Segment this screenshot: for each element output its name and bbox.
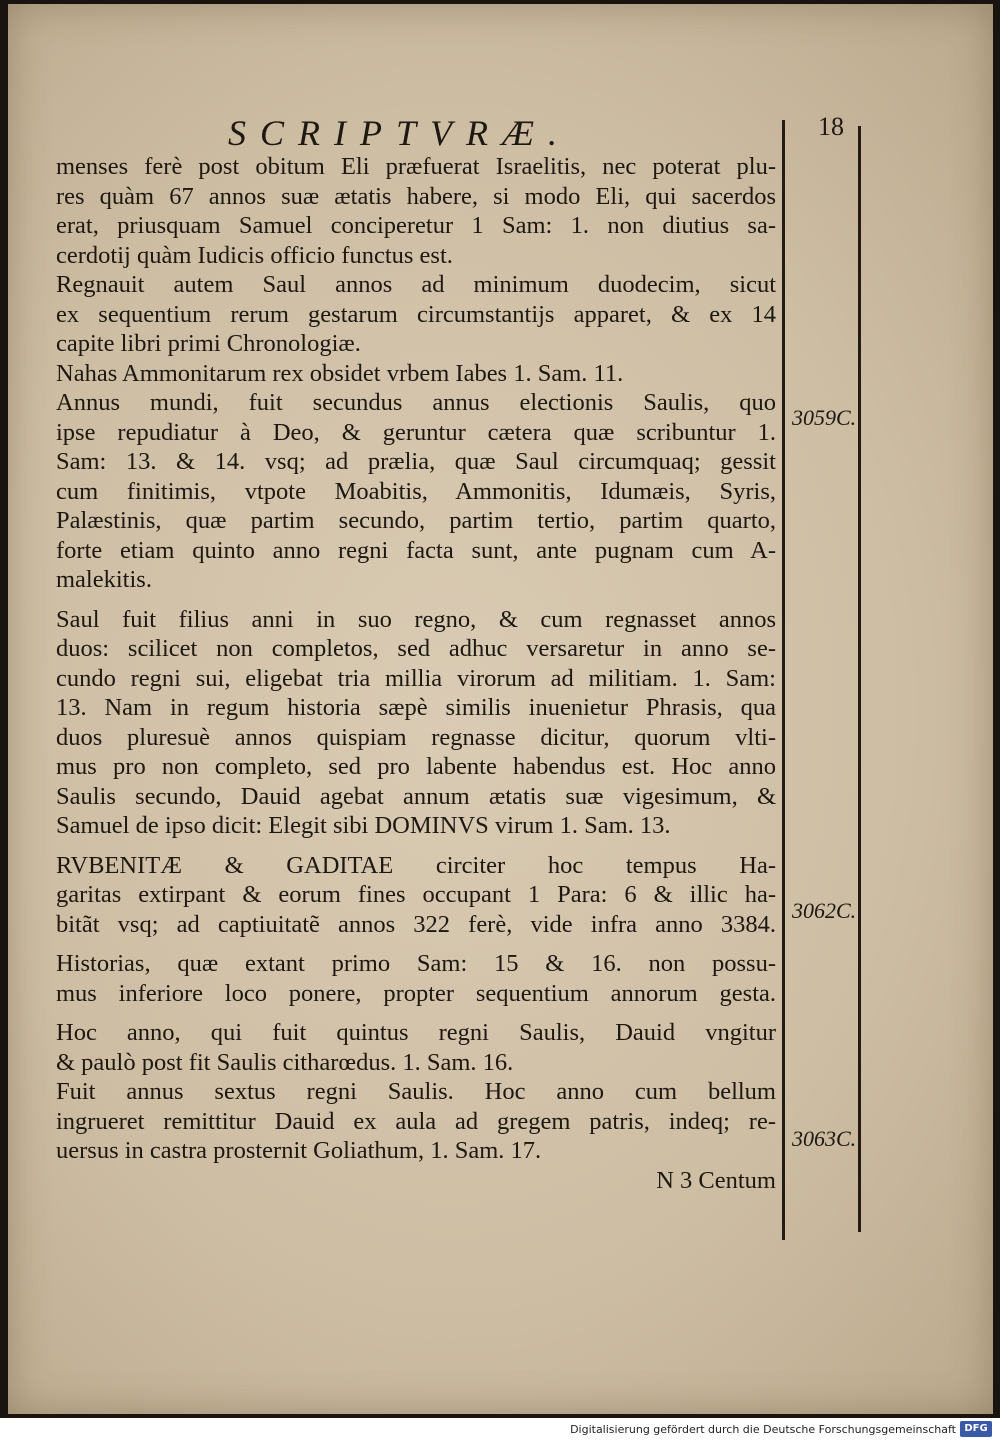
text-line: 13. Nam in regum historia sæpè similis inuenietur Phrasis, qua [56, 694, 776, 721]
text-line: Fuit annus sextus regni Saulis. Hoc anno cum bellum [56, 1078, 776, 1105]
text-line: Regnauit autem Saul annos ad minimum duodecim, sicut [56, 271, 776, 298]
page-number: 18 [818, 112, 844, 141]
text-line: bitãt vsq; ad captiuitatẽ annos 322 ferè, vide infra anno 3384. [56, 910, 776, 938]
text-line: ex sequentium rerum gestarum circumstantijs apparet, & ex 14 [56, 300, 776, 328]
text-line: Nahas Ammonitarum rex obsidet vrbem Iabes 1. Sam. 11. [56, 359, 624, 387]
text-line: cerdotij quàm Iudicis officio functus est. [56, 241, 453, 269]
text-line: res quàm 67 annos suæ ætatis habere, si modo Eli, qui sacerdos [56, 182, 776, 210]
margin-rule-inner [782, 120, 785, 1240]
funding-credit: Digitalisierung gefördert durch die Deutsche Forschungsgemeinschaft [570, 1423, 956, 1436]
margin-note: 3059C. [792, 405, 857, 430]
text-line: cundo regni sui, eligebat tria millia virorum ad militiam. 1. Sam: [56, 664, 776, 692]
text-line: Samuel de ipso dicit: Elegit sibi DOMINVS virum 1. Sam. 13. [56, 812, 671, 839]
text-line: uersus in castra prosternit Goliathum, 1. Sam. 17. [56, 1137, 542, 1164]
text-line: RVBENITÆ & GADITAE circiter hoc tempus Ha- [56, 851, 776, 879]
text-line: cum finitimis, vtpote Moabitis, Ammonitis, Idumæis, Syris, [56, 477, 776, 505]
margin-note: 3062C. [792, 898, 857, 923]
body-text [56, 152, 776, 1195]
text-line: capite libri primi Chronologiæ. [56, 330, 361, 357]
text-line: menses ferè post obitum Eli præfuerat Israelitis, nec poterat plu- [56, 153, 776, 180]
text-line: duos: scilicet non completos, sed adhuc versaretur in anno se- [56, 635, 776, 662]
text-line: Saul fuit filius anni in suo regno, & cum regnasset annos [56, 605, 776, 633]
text-line: garitas extirpant & eorum fines occupant 1 Para: 6 & illic ha- [56, 881, 776, 908]
text-line: Historias, quæ extant primo Sam: 15 & 16. non possu- [56, 950, 776, 977]
text-line: erat, priusquam Samuel conciperetur 1 Sam: 1. non diutius sa- [56, 212, 776, 239]
text-line: Palæstinis, quæ partim secundo, partim tertio, partim quarto, [56, 507, 776, 534]
text-line: ingrueret remittitur Dauid ex aula ad gregem patris, indeq; re- [56, 1107, 776, 1135]
dfg-logo-icon: DFG [960, 1421, 992, 1437]
text-line: mus inferiore loco ponere, propter sequentium annorum gesta. [56, 979, 776, 1007]
text-line: malekitis. [56, 566, 152, 593]
text-line: Annus mundi, fuit secundus annus electionis Saulis, quo [56, 389, 776, 416]
text-line: Sam: 13. & 14. vsq; ad prælia, quæ Saul circumquaq; gessit [56, 448, 776, 475]
text-line: forte etiam quinto anno regni facta sunt, ante pugnam cum A- [56, 536, 776, 564]
running-header: SCRIPTVRÆ. [228, 113, 571, 153]
text-line: & paulò post fit Saulis citharœdus. 1. Sam. 16. [56, 1048, 514, 1076]
text-line: duos pluresuè annos quispiam regnasse dicitur, quorum vlti- [56, 723, 776, 751]
margin-rule-outer [858, 126, 861, 1232]
margin-note: 3063C. [792, 1126, 857, 1151]
text-line: Saulis secundo, Dauid agebat annum ætatis suæ vigesimum, & [56, 782, 776, 810]
text-line: mus pro non completo, sed pro labente habendus est. Hoc anno [56, 753, 776, 780]
text-line: Hoc anno, qui fuit quintus regni Saulis, Dauid vngitur [56, 1019, 776, 1046]
catchword-line: N 3 Centum [656, 1166, 776, 1194]
text-line: ipse repudiatur à Deo, & geruntur cætera quæ scribuntur 1. [56, 418, 776, 446]
